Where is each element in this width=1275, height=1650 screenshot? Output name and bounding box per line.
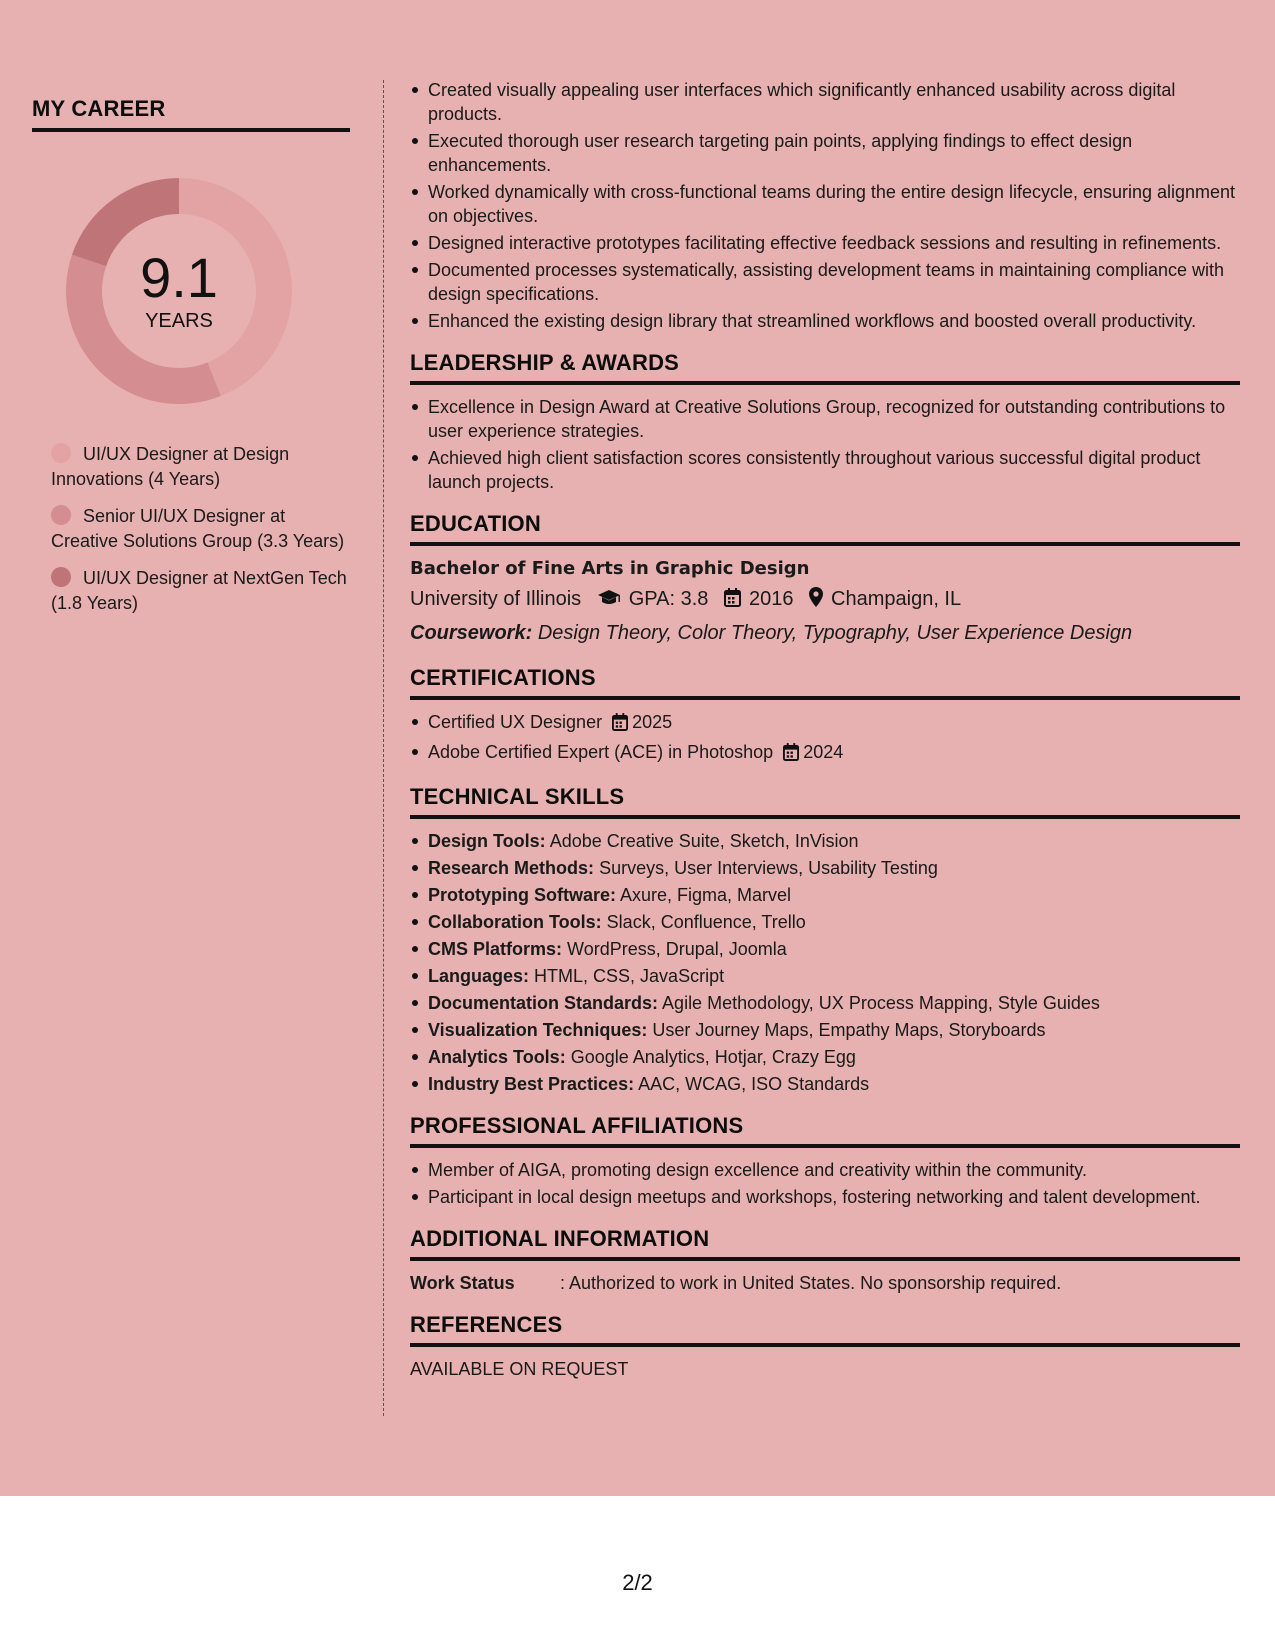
calendar-icon bbox=[783, 743, 799, 767]
list-item bbox=[410, 710, 1240, 737]
list-item: Designed interactive prototypes facilitating effective feedback sessions and resulting in refinements. bbox=[410, 231, 1240, 255]
cert-name: Certified UX Designer bbox=[428, 712, 603, 732]
work-status-label: Work Status bbox=[410, 1273, 515, 1293]
skills-list bbox=[410, 829, 1240, 1096]
list-item bbox=[410, 883, 1240, 907]
list-item bbox=[410, 1045, 1240, 1069]
legend-label: Senior UI/UX Designer at Creative Solutions Group (3.3 Years) bbox=[51, 506, 345, 551]
donut-center bbox=[64, 176, 294, 406]
skill-label: Design Tools: bbox=[428, 831, 546, 851]
list-item bbox=[410, 991, 1240, 1015]
skill-label: Collaboration Tools: bbox=[428, 912, 602, 932]
legend-item bbox=[51, 504, 350, 554]
list-item: Worked dynamically with cross-functional teams during the entire design lifecycle, ensuring alignment on objectives. bbox=[410, 180, 1240, 228]
list-item: Enhanced the existing design library that streamlined workflows and boosted overall productivity. bbox=[410, 309, 1240, 333]
years-value: 9.1 bbox=[140, 245, 218, 309]
legend-item bbox=[51, 566, 350, 616]
legend-dot-3 bbox=[51, 567, 71, 587]
education-school: University of Illinois bbox=[410, 588, 582, 610]
awards-title: LEADERSHIP & AWARDS bbox=[410, 351, 1240, 385]
education-gpa: GPA: 3.8 bbox=[628, 588, 709, 610]
education-coursework bbox=[410, 618, 1240, 648]
work-status-row bbox=[410, 1271, 1240, 1295]
affiliations-list bbox=[410, 1158, 1240, 1209]
skill-value: Slack, Confluence, Trello bbox=[606, 912, 806, 932]
skill-label: Industry Best Practices: bbox=[428, 1074, 635, 1094]
experience-bullets bbox=[410, 78, 1240, 333]
legend-label: UI/UX Designer at Design Innovations (4 Years) bbox=[51, 444, 290, 489]
list-item bbox=[410, 1018, 1240, 1042]
list-item: Created visually appealing user interfaces which significantly enhanced usability across digital products. bbox=[410, 78, 1240, 126]
skill-value: WordPress, Drupal, Joomla bbox=[567, 939, 787, 959]
education-title: EDUCATION bbox=[410, 512, 1240, 546]
list-item: Excellence in Design Award at Creative Solutions Group, recognized for outstanding contributions to user experience strategies. bbox=[410, 395, 1240, 443]
education-location: Champaign, IL bbox=[831, 588, 962, 610]
education-degree: Bachelor of Fine Arts in Graphic Design bbox=[410, 558, 810, 579]
certifications-list bbox=[410, 710, 1240, 767]
cert-year: 2025 bbox=[632, 712, 673, 732]
work-status-value: : Authorized to work in United States. No sponsorship required. bbox=[560, 1273, 1062, 1293]
certifications-title: CERTIFICATIONS bbox=[410, 666, 1240, 700]
list-item bbox=[410, 937, 1240, 961]
skill-label: Analytics Tools: bbox=[428, 1047, 566, 1067]
skill-label: CMS Platforms: bbox=[428, 939, 563, 959]
list-item: Participant in local design meetups and workshops, fostering networking and talent development. bbox=[410, 1185, 1240, 1209]
skill-value: User Journey Maps, Empathy Maps, Storyboards bbox=[652, 1020, 1046, 1040]
education-year: 2016 bbox=[748, 588, 794, 610]
list-item bbox=[410, 964, 1240, 988]
list-item: Achieved high client satisfaction scores consistently throughout various successful digital product launch projects. bbox=[410, 446, 1240, 494]
legend-item bbox=[51, 442, 350, 492]
page-number: 2/2 bbox=[622, 1570, 653, 1595]
location-pin-icon bbox=[809, 586, 823, 616]
skill-value: Axure, Figma, Marvel bbox=[620, 885, 792, 905]
career-legend bbox=[32, 442, 350, 616]
skill-label: Prototyping Software: bbox=[428, 885, 616, 905]
legend-label: UI/UX Designer at NextGen Tech (1.8 Years) bbox=[51, 568, 347, 613]
skill-label: Visualization Techniques: bbox=[428, 1020, 648, 1040]
list-item: Executed thorough user research targeting pain points, applying findings to effect design enhancements. bbox=[410, 129, 1240, 177]
coursework-label: Coursework: bbox=[410, 622, 533, 644]
career-title: MY CAREER bbox=[32, 96, 350, 132]
skill-label: Research Methods: bbox=[428, 858, 595, 878]
skill-label: Documentation Standards: bbox=[428, 993, 659, 1013]
references-title: REFERENCES bbox=[410, 1313, 1240, 1347]
career-donut-chart bbox=[64, 176, 294, 406]
skill-value: Google Analytics, Hotjar, Crazy Egg bbox=[570, 1047, 856, 1067]
affiliations-title: PROFESSIONAL AFFILIATIONS bbox=[410, 1114, 1240, 1148]
calendar-icon bbox=[724, 586, 741, 616]
column-divider bbox=[383, 80, 384, 1416]
list-item bbox=[410, 740, 1240, 767]
references-text: AVAILABLE ON REQUEST bbox=[410, 1359, 629, 1379]
career-sidebar bbox=[32, 96, 350, 628]
graduation-cap-icon bbox=[597, 586, 621, 616]
cert-name: Adobe Certified Expert (ACE) in Photoshop bbox=[428, 742, 774, 762]
list-item bbox=[410, 1072, 1240, 1096]
skill-value: HTML, CSS, JavaScript bbox=[534, 966, 725, 986]
list-item: Documented processes systematically, assisting development teams in maintaining compliance with design specifications. bbox=[410, 258, 1240, 306]
list-item bbox=[410, 829, 1240, 853]
education-details bbox=[410, 584, 1240, 616]
list-item bbox=[410, 910, 1240, 934]
years-unit: YEARS bbox=[145, 309, 213, 332]
list-item bbox=[410, 856, 1240, 880]
legend-dot-1 bbox=[51, 443, 71, 463]
skill-label: Languages: bbox=[428, 966, 530, 986]
skill-value: Agile Methodology, UX Process Mapping, Style Guides bbox=[662, 993, 1100, 1013]
skill-value: Adobe Creative Suite, Sketch, InVision bbox=[549, 831, 859, 851]
coursework-value: Design Theory, Color Theory, Typography, User Experience Design bbox=[537, 622, 1133, 644]
skill-value: AAC, WCAG, ISO Standards bbox=[638, 1074, 870, 1094]
main-content bbox=[410, 78, 1240, 1381]
cert-year: 2024 bbox=[803, 742, 844, 762]
skill-value: Surveys, User Interviews, Usability Testing bbox=[599, 858, 938, 878]
legend-dot-2 bbox=[51, 505, 71, 525]
awards-bullets bbox=[410, 395, 1240, 494]
skills-title: TECHNICAL SKILLS bbox=[410, 785, 1240, 819]
list-item: Member of AIGA, promoting design excellence and creativity within the community. bbox=[410, 1158, 1240, 1182]
additional-info-title: ADDITIONAL INFORMATION bbox=[410, 1227, 1240, 1261]
calendar-icon bbox=[612, 713, 628, 737]
